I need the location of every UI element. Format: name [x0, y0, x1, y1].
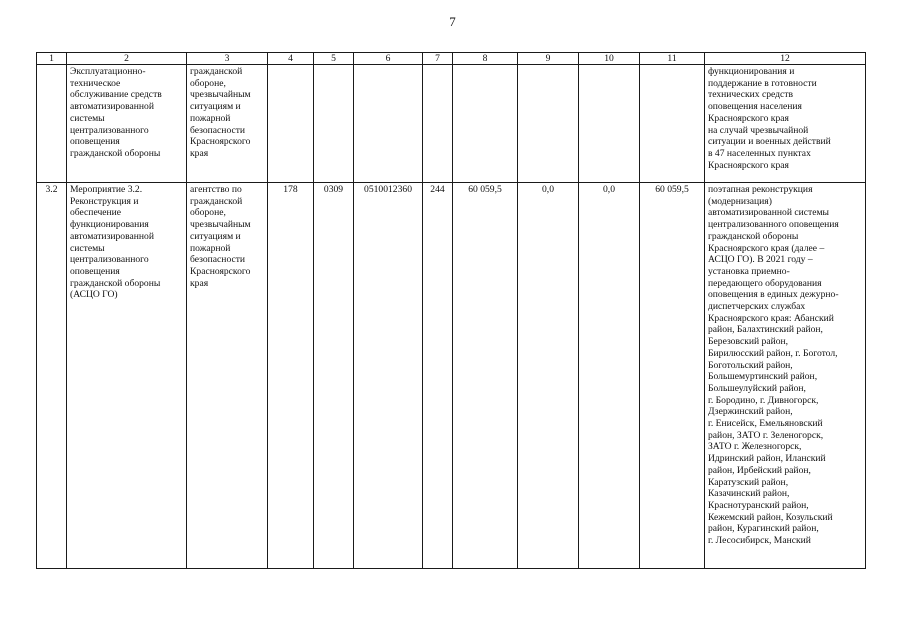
table-row: [37, 65, 866, 183]
measure-name-cell: Эксплуатационно- техническое обслуживание средств автоматизированной системы централизованного оповещения гражданской обороны: [67, 65, 187, 183]
code-cell-6: [354, 65, 423, 183]
column-number-6: 6: [354, 53, 423, 65]
column-number-11: 11: [640, 53, 705, 65]
column-number-10: 10: [579, 53, 640, 65]
code-cell-4: [268, 65, 314, 183]
budget-measures-table: [36, 52, 866, 569]
column-number-2: 2: [67, 53, 187, 65]
amount-cell-8: [453, 65, 518, 183]
amount-cell-11: [640, 65, 705, 183]
code-cell-6: 0510012360: [354, 183, 423, 569]
responsible-agency-cell: гражданской обороне, чрезвычайным ситуациям и пожарной безопасности Красноярского края: [187, 65, 268, 183]
measure-name-cell: Мероприятие 3.2. Реконструкция и обеспечение функционирования автоматизированной системы централизованного оповещения гражданской обороны (АСЦО ГО): [67, 183, 187, 569]
amount-cell-9: 0,0: [518, 183, 579, 569]
code-cell-5: 0309: [314, 183, 354, 569]
expected-result-cell: функционирования и поддержание в готовности технических средств оповещения населения Красноярского края на случай чрезвычайной ситуации и военных действий в 47 населенных пунктах Красноярского края: [705, 65, 866, 183]
column-number-3: 3: [187, 53, 268, 65]
code-cell-7: [423, 65, 453, 183]
table-row: [37, 183, 866, 569]
table-header-row: [37, 53, 866, 65]
page-number: 7: [449, 14, 456, 29]
column-number-12: 12: [705, 53, 866, 65]
column-number-5: 5: [314, 53, 354, 65]
column-number-7: 7: [423, 53, 453, 65]
expected-result-cell: поэтапная реконструкция (модернизация) автоматизированной системы централизованного оповещения гражданской обороны Красноярского края (далее – АСЦО ГО). В 2021 году – установка приемно- передающего оборудования оповещения в единых дежурно- диспетчерских службах Красноярского края: Абанский район, Балахтинский район, Березовский район, Бирилюсский район, г. Боготол, Боготольский район, Большемуртинский район, Большеулуйский район, г. Бородино, г. Дивногорск, Дзержинский район, г. Енисейск, Емельяновский район, ЗАТО г. Зеленогорск, ЗАТО г. Железногорск, Идринский район, Иланский район, Ирбейский район, Каратузский район, Казачинский район, Краснотуранский район, Кежемский район, Козульский район, Курагинский район, г. Лесосибирск, Манский: [705, 183, 866, 569]
column-number-4: 4: [268, 53, 314, 65]
code-cell-4: 178: [268, 183, 314, 569]
row-number-cell: [37, 65, 67, 183]
code-cell-7: 244: [423, 183, 453, 569]
amount-cell-10: 0,0: [579, 183, 640, 569]
amount-cell-8: 60 059,5: [453, 183, 518, 569]
amount-cell-9: [518, 65, 579, 183]
column-number-1: 1: [37, 53, 67, 65]
amount-cell-11: 60 059,5: [640, 183, 705, 569]
row-number-cell: 3.2: [37, 183, 67, 569]
column-number-9: 9: [518, 53, 579, 65]
column-number-8: 8: [453, 53, 518, 65]
responsible-agency-cell: агентство по гражданской обороне, чрезвычайным ситуациям и пожарной безопасности Красноярского края: [187, 183, 268, 569]
code-cell-5: [314, 65, 354, 183]
amount-cell-10: [579, 65, 640, 183]
